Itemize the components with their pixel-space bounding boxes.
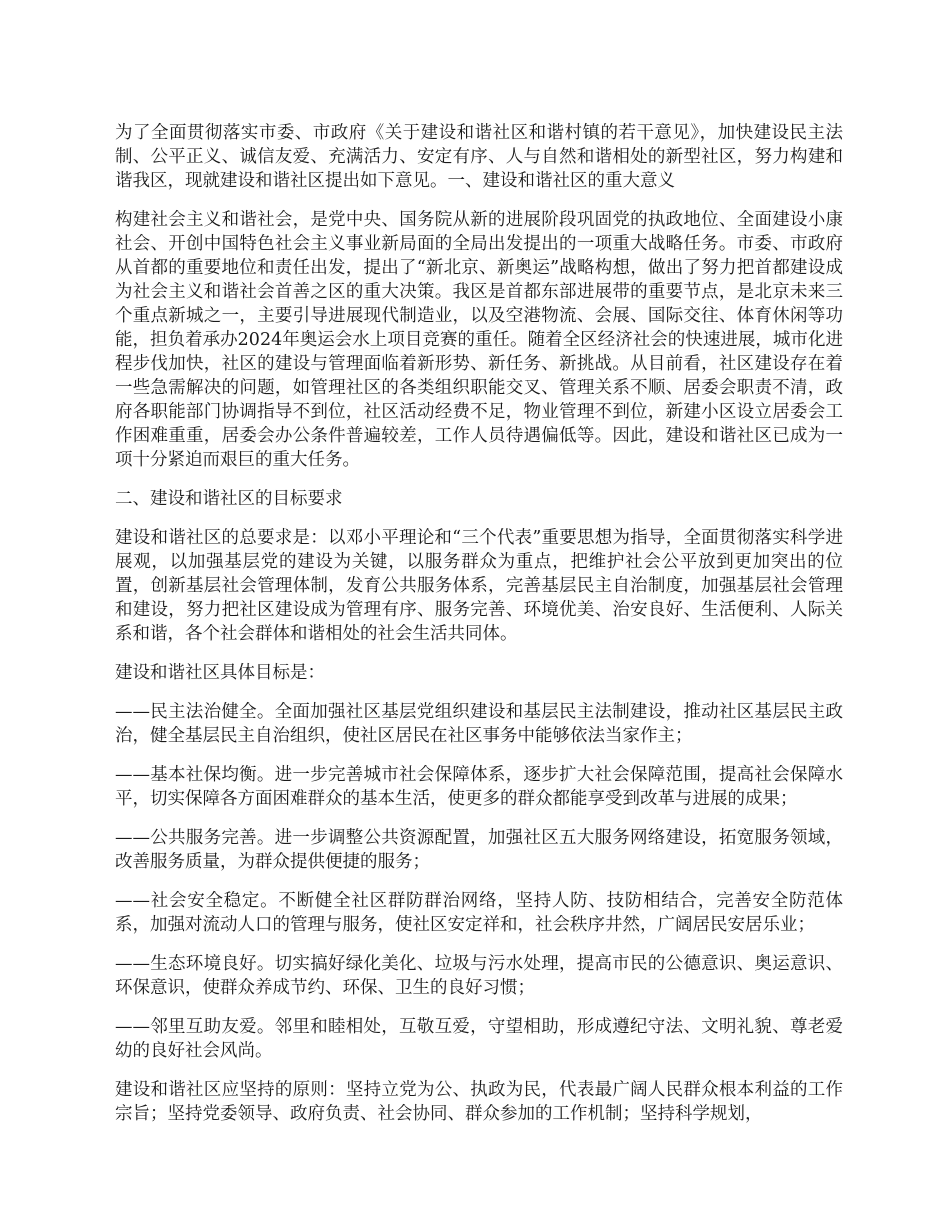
goal-item-environment: ——生态环境良好。切实搞好绿化美化、垃圾与污水处理，提高市民的公德意识、奥运意识、环保意识，使群众养成节约、环保、卫生的良好习惯； <box>115 954 843 998</box>
paragraph-principles: 建设和谐社区应坚持的原则：坚持立党为公、执政为民，代表最广阔人民群众根本利益的工作宗旨；坚持党委领导、政府负责、社会协同、群众参加的工作机制；坚持科学规划， <box>115 1080 843 1124</box>
goal-item-safety: ——社会安全稳定。不断健全社区群防群治网络，坚持人防、技防相结合，完善安全防范体系，加强对流动人口的管理与服务，使社区安定祥和，社会秩序井然，广阔居民安居乐业； <box>115 891 843 935</box>
paragraph-significance: 构建社会主义和谐社会，是党中央、国务院从新的进展阶段巩固党的执政地位、全面建设小康社会、开创中国特色社会主义事业新局面的全局出发提出的一项重大战略任务。市委、市政府从首都的重要地位和责任出发，提出了“新北京、新奥运”战略构想，做出了努力把首都建设成为社会主义和谐社会首善之区的重大决策。我区是首都东部进展带的重要节点，是北京未来三个重点新城之一，主要引导进展现代制造业，以及空港物流、会展、国际交往、体育休闲等功能，担负着承办2024年奥运会水上项目竞赛的重任。随着全区经济社会的快速进展，城市化进程步伐加快，社区的建设与管理面临着新形势、新任务、新挑战。从目前看，社区建设存在着一些急需解决的问题，如管理社区的各类组织职能交叉、管理关系不顺、居委会职责不清，政府各职能部门协调指导不到位，社区活动经费不足，物业管理不到位，新建小区设立居委会工作困难重重，居委会办公条件普遍较差，工作人员待遇偏低等。因此，建设和谐社区已成为一项十分紧迫而艰巨的重大任务。 <box>115 210 843 470</box>
goal-item-social-security: ——基本社保均衡。进一步完善城市社会保障体系，逐步扩大社会保障范围，提高社会保障水平，切实保障各方面困难群众的基本生活，使更多的群众都能享受到改革与进展的成果； <box>115 765 843 809</box>
section-heading-goals: 二、建设和谐社区的目标要求 <box>115 489 343 509</box>
paragraph-specific-goals-lead: 建设和谐社区具体目标是： <box>115 663 325 683</box>
document-body <box>115 121 843 1141</box>
paragraph-intro: 为了全面贯彻落实市委、市政府《关于建设和谐社区和谐村镇的若干意见》，加快建设民主法制、公平正义、诚信友爱、充满活力、安定有序、人与自然和谐相处的新型社区，努力构建和谐我区，现就建设和谐社区提出如下意见。一、建设和谐社区的重大意义 <box>115 123 843 191</box>
goal-item-neighborhood: ——邻里互助友爱。邻里和睦相处，互敬互爱，守望相助，形成遵纪守法、文明礼貌、尊老爱幼的良好社会风尚。 <box>115 1017 843 1061</box>
goal-item-public-service: ——公共服务完善。进一步调整公共资源配置，加强社区五大服务网络建设，拓宽服务领域，改善服务质量，为群众提供便捷的服务； <box>115 828 843 872</box>
goal-item-democracy: ——民主法治健全。全面加强社区基层党组织建设和基层民主法制建设，推动社区基层民主政治，健全基层民主自治组织，使社区居民在社区事务中能够依法当家作主； <box>115 702 843 746</box>
paragraph-general-requirement: 建设和谐社区的总要求是：以邓小平理论和“三个代表”重要思想为指导，全面贯彻落实科学进展观，以加强基层党的建设为关键，以服务群众为重点，把维护社会公平放到更加突出的位置，创新基层社会管理体制，发育公共服务体系，完善基层民主自治制度，加强基层社会管理和建设，努力把社区建设成为管理有序、服务完善、环境优美、治安良好、生活便利、人际关系和谐，各个社会群体和谐相处的社会生活共同体。 <box>115 528 843 644</box>
